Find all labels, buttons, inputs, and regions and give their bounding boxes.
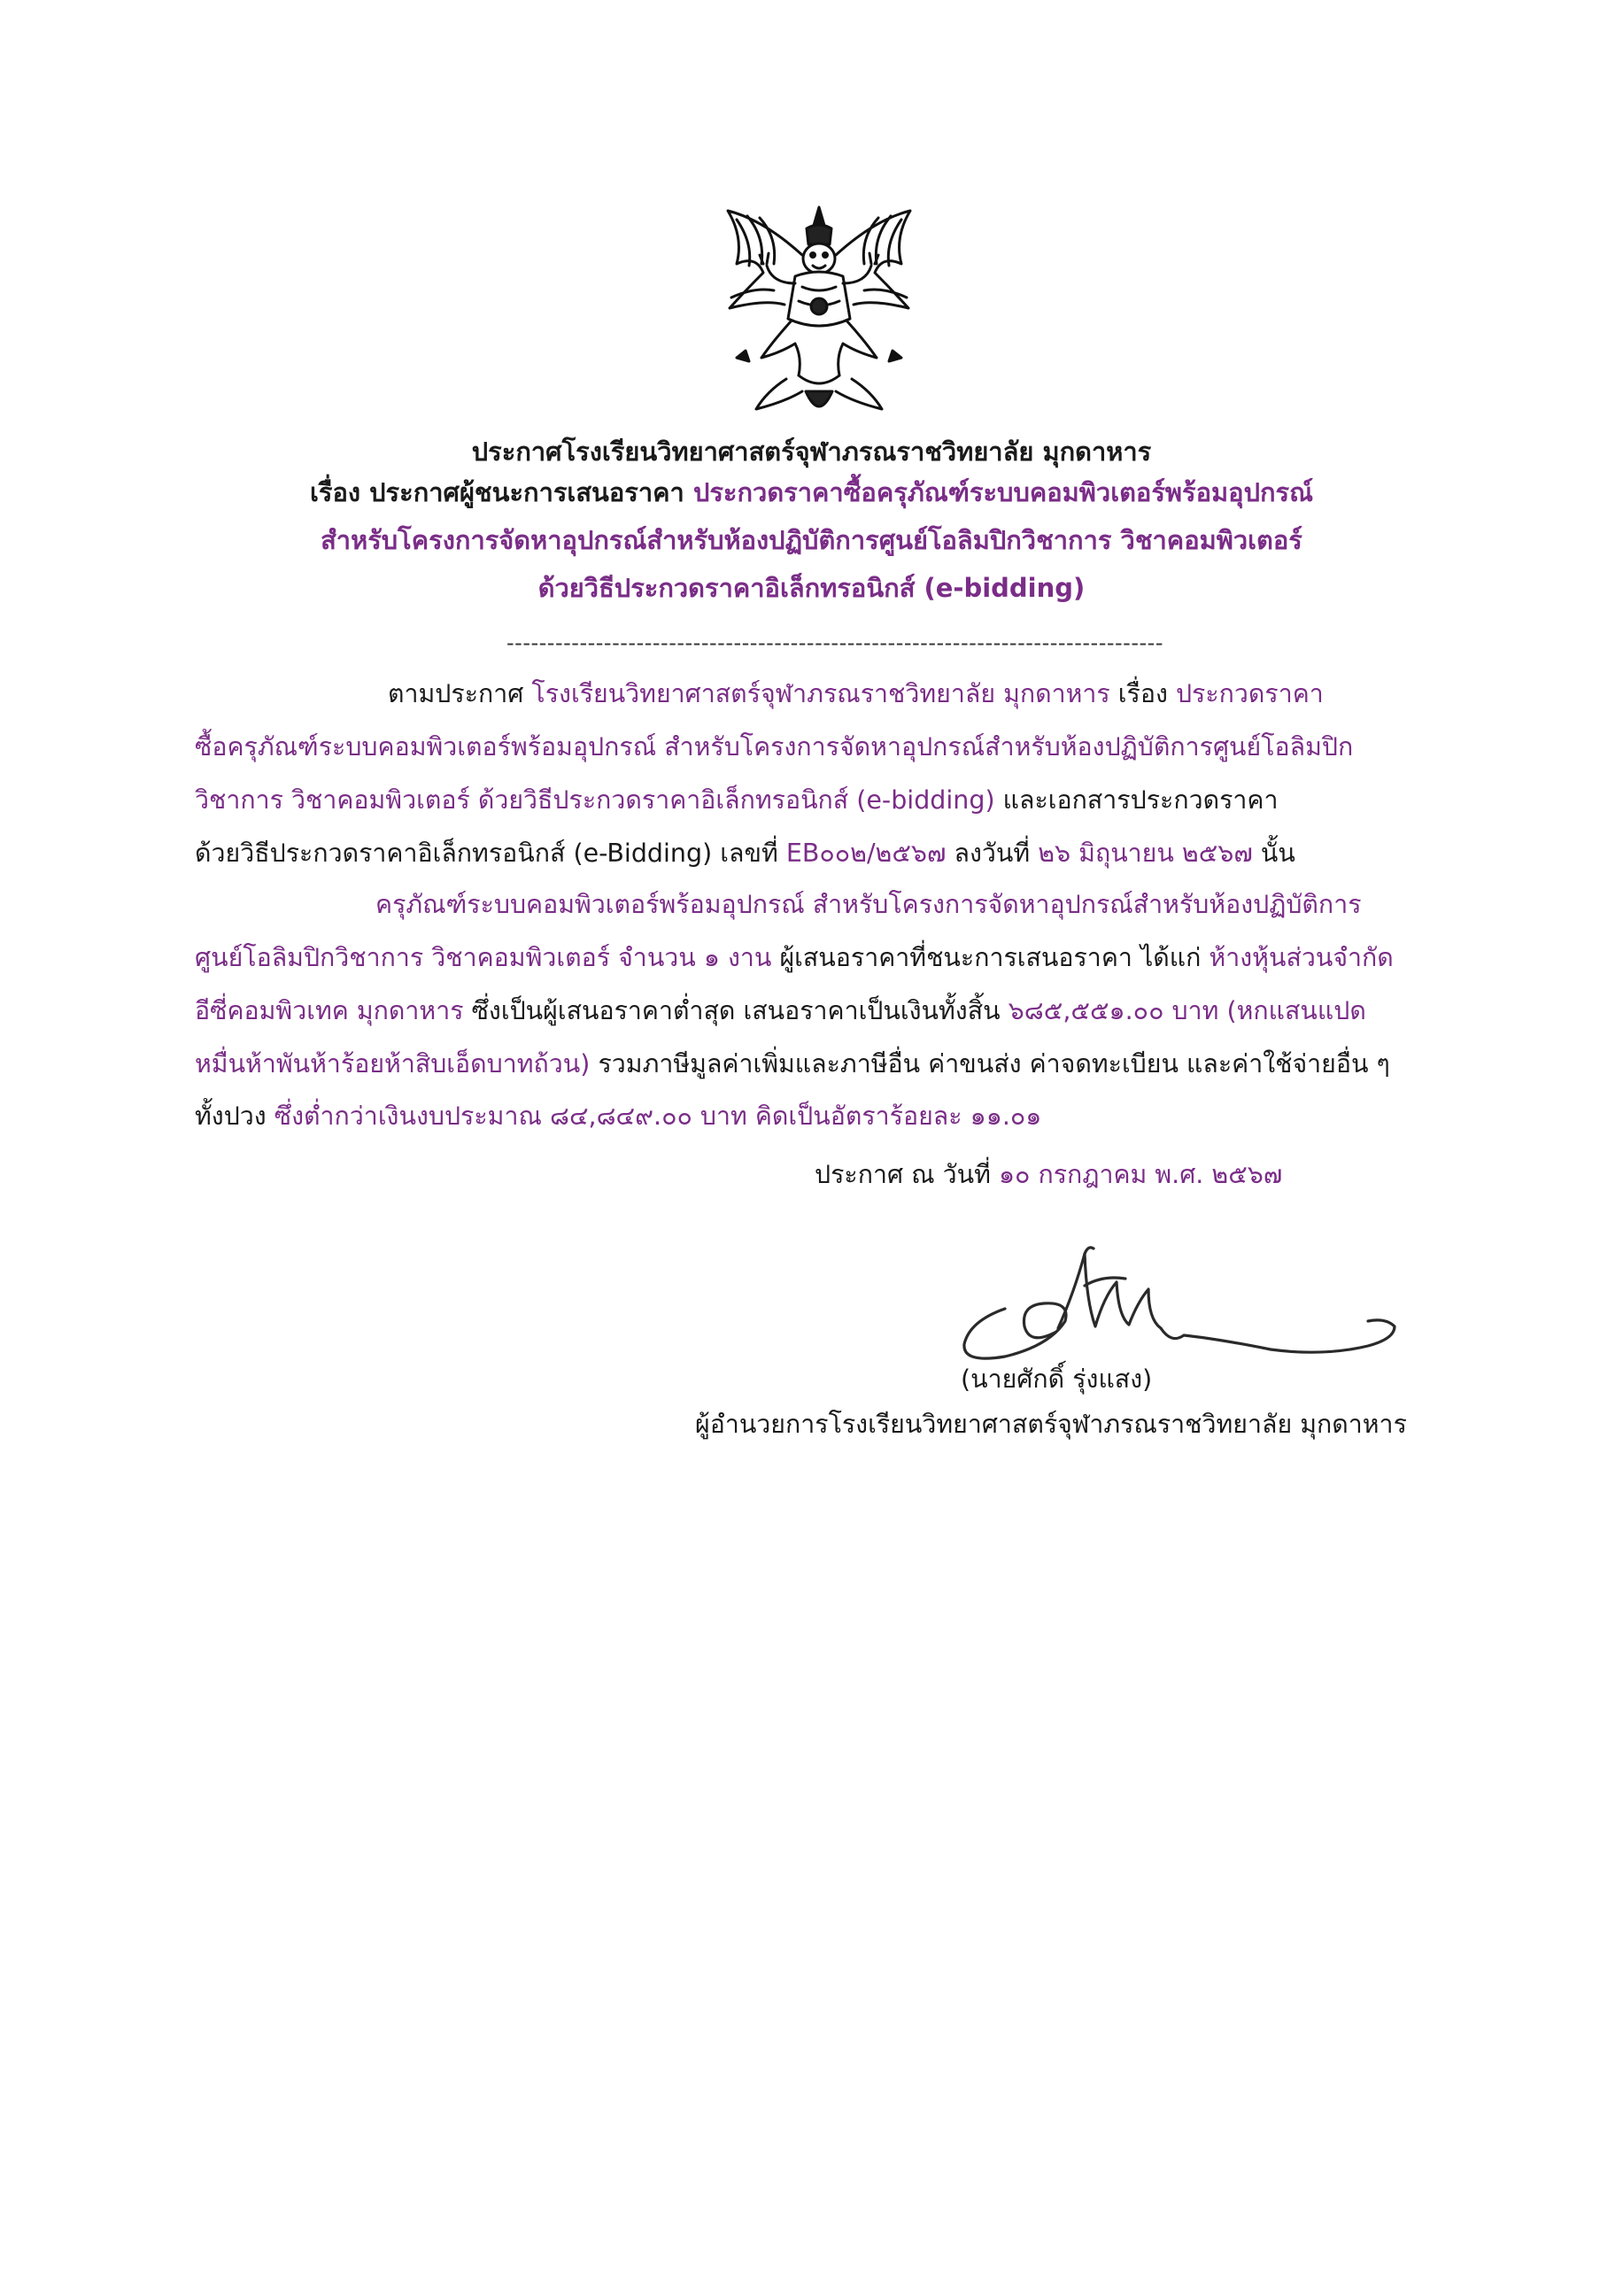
signature-image	[952, 1240, 1417, 1372]
bid-amount: ๖๘๕,๕๕๑.๐๐ บาท (หกแสนแปด	[1008, 996, 1366, 1025]
announcement-title: ประกาศโรงเรียนวิทยาศาสตร์จุฬาภรณราชวิทยาลัย มุกดาหาร	[471, 437, 1152, 467]
paragraph-2-line-2	[195, 939, 1394, 977]
paragraph-1-line-4	[195, 835, 1295, 872]
text-run: วิชาการ วิชาคอมพิวเตอร์ ด้วยวิธีประกวดราคาอิเล็กทรอนิกส์ (e-bidding)	[195, 785, 995, 815]
document-date: ๒๖ มิถุนายน ๒๕๖๗	[1038, 839, 1253, 868]
subject-prefix: เรื่อง ประกาศผู้ชนะการเสนอราคา	[309, 477, 693, 507]
paragraph-2-line-4	[195, 1046, 1390, 1083]
text-run: ประกาศ ณ วันที่	[815, 1160, 999, 1189]
text-run: ผู้เสนอราคาที่ชนะการเสนอราคา ได้แก่	[771, 943, 1210, 972]
subject-line-3: ด้วยวิธีประกวดราคาอิเล็กทรอนิกส์ (e-bidding)	[537, 573, 1086, 603]
text-run: เรื่อง	[1109, 679, 1176, 708]
text-run: ประกวดราคา	[1175, 679, 1324, 708]
paragraph-1-line-2: ซื้อครุภัณฑ์ระบบคอมพิวเตอร์พร้อมอุปกรณ์ สำหรับโครงการจัดหาอุปกรณ์สำหรับห้องปฏิบัติการศูนย์โอลิมปิก	[195, 732, 1354, 761]
text-run: รวมภาษีมูลค่าเพิ่มและภาษีอื่น ค่าขนส่ง ค่าจดทะเบียน และค่าใช้จ่ายอื่น ๆ	[590, 1049, 1390, 1078]
text-run: ตามประกาศ	[388, 679, 532, 708]
winner-name: ห้างหุ้นส่วนจำกัด	[1209, 943, 1394, 972]
text-run: ทั้งปวง	[195, 1102, 274, 1131]
signer-name: (นายศักดิ์ รุ่งแสง)	[961, 1364, 1153, 1394]
subject-line	[0, 473, 1623, 512]
text-run: ซึ่งเป็นผู้เสนอราคาต่ำสุด เสนอราคาเป็นเงินทั้งสิ้น	[463, 996, 1009, 1025]
title-separator: ---------------------------------------------------------------------------------	[506, 630, 1163, 655]
text-run: และเอกสารประกวดราคา	[994, 785, 1279, 815]
garuda-emblem-icon	[710, 202, 928, 425]
budget-difference: ซึ่งต่ำกว่าเงินงบประมาณ ๘๔,๘๔๙.๐๐ บาท คิดเป็นอัตราร้อยละ ๑๑.๐๑	[274, 1102, 1042, 1131]
subject-line-2: สำหรับโครงการจัดหาอุปกรณ์สำหรับห้องปฏิบัติการศูนย์โอลิมปิกวิชาการ วิชาคอมพิวเตอร์	[321, 525, 1302, 555]
paragraph-1-line-1	[388, 676, 1324, 713]
subject-text: ประกวดราคาซื้อครุภัณฑ์ระบบคอมพิวเตอร์พร้อมอุปกรณ์	[692, 477, 1314, 507]
winner-name-cont: อีซี่คอมพิวเทค มุกดาหาร	[195, 996, 464, 1025]
signer-title: ผู้อำนวยการโรงเรียนวิทยาศาสตร์จุฬาภรณราชวิทยาลัย มุกดาหาร	[695, 1410, 1407, 1439]
school-name: โรงเรียนวิทยาศาสตร์จุฬาภรณราชวิทยาลัย มุกดาหาร	[531, 679, 1110, 708]
paragraph-2-line-3	[195, 993, 1366, 1030]
document-number: EB๐๐๒/๒๕๖๗	[785, 839, 947, 868]
date-value: ๑๐ กรกฎาคม พ.ศ. ๒๕๖๗	[998, 1160, 1283, 1189]
paragraph-1-line-3	[195, 782, 1278, 819]
paragraph-2-line-5	[195, 1098, 1041, 1135]
announcement-date	[815, 1154, 1282, 1194]
paragraph-2-line-1: ครุภัณฑ์ระบบคอมพิวเตอร์พร้อมอุปกรณ์ สำหรับโครงการจัดหาอุปกรณ์สำหรับห้องปฏิบัติการ	[375, 890, 1362, 919]
text-run: ด้วยวิธีประกวดราคาอิเล็กทรอนิกส์ (e-Bidding) เลขที่	[195, 839, 786, 868]
text-run: ศูนย์โอลิมปิกวิชาการ วิชาคอมพิวเตอร์ จำนวน ๑ งาน	[195, 943, 772, 972]
bid-amount-words: หมื่นห้าพันห้าร้อยห้าสิบเอ็ดบาทถ้วน)	[195, 1049, 591, 1078]
text-run: นั้น	[1252, 839, 1295, 868]
text-run: ลงวันที่	[946, 839, 1039, 868]
